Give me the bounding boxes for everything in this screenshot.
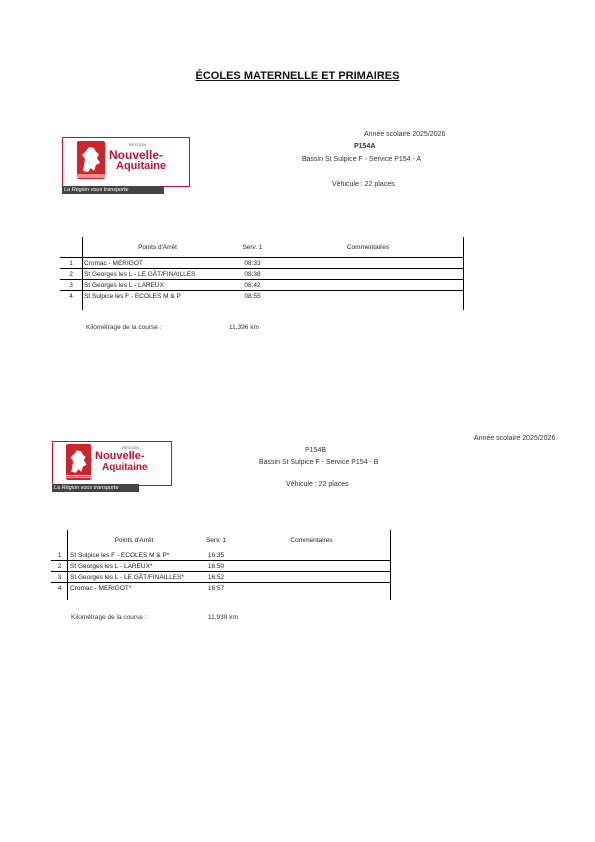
header-comments: Commentaires: [346, 243, 390, 251]
km-label-b: Kilométrage de la course :: [71, 614, 147, 621]
table-row: [60, 280, 464, 291]
table-row: [60, 269, 464, 280]
row-stop: Cromac - MERIGOT: [82, 258, 233, 269]
row-num: 1: [51, 550, 68, 561]
row-comment: [272, 258, 464, 269]
row-time: 16:50: [200, 561, 232, 572]
row-comment: [232, 572, 391, 583]
bassin-b: Bassin St Sulpice F - Service P154 - B: [259, 459, 379, 466]
row-time: 16:35: [200, 550, 232, 561]
row-stop: Cromac - MERIGOT*: [70, 584, 132, 592]
row-num: 3: [51, 572, 68, 583]
row-comment: [232, 561, 391, 572]
logo-name-line1: Nouvelle-: [95, 450, 145, 462]
header-stop: Points d'Arrêt: [138, 243, 177, 251]
row-num: 4: [57, 584, 62, 592]
region-logo: [52, 441, 177, 493]
row-comment: [272, 280, 464, 291]
row-time: 08:38: [233, 269, 272, 280]
logo-region-label: RÉGION: [129, 142, 147, 147]
row-stop: St Georges les L - LAREUX: [82, 280, 233, 291]
bassin-a: Bassin St Sulpice F - Service P154 - A: [302, 156, 422, 163]
table-row: [51, 550, 391, 561]
row-comment: [232, 583, 391, 594]
row-stop: St Georges les L - LE GÂT/FINAILLES*: [68, 572, 200, 583]
table-row: [51, 583, 391, 594]
row-comment: [272, 291, 464, 302]
row-comment: [272, 269, 464, 280]
row-stop: St Georges les L - LAREUX*: [68, 561, 200, 572]
region-logo: [62, 137, 192, 195]
row-num: 3: [60, 280, 82, 291]
table-header-row: [51, 530, 391, 550]
row-num: 2: [60, 269, 82, 280]
stops-table-a: [60, 237, 464, 301]
header-serv: Serv. 1: [205, 536, 227, 544]
km-label-a: Kilométrage de la course :: [86, 324, 162, 331]
row-stop: St Sulpice les F - ECOLES M & P: [84, 292, 181, 300]
row-stop: St Sulpice les F - ECOLES M & P*: [68, 550, 200, 561]
logo-name-line2: Aquitaine: [102, 462, 148, 473]
km-value-a: 11,396 km: [229, 324, 259, 331]
row-time: 16:52: [200, 572, 232, 583]
service-code-a: P154A: [354, 143, 376, 150]
logo-tagline: La Région vous transporte: [62, 186, 164, 194]
km-value-b: 11,939 km: [208, 614, 238, 621]
header-num: [60, 237, 82, 258]
row-num: 4: [69, 292, 73, 300]
row-time: 08:42: [233, 280, 272, 291]
logo-region-label: RÉGION: [122, 445, 140, 450]
lion-emblem-icon: [66, 444, 91, 480]
row-num: 2: [51, 561, 68, 572]
row-time: 08:55: [244, 292, 261, 300]
vehicle-a: Véhicule : 22 places: [332, 181, 395, 188]
row-stop: St Georges les L - LE GÂT/FINAILLES: [82, 269, 233, 280]
service-code-b: P154B: [305, 447, 327, 454]
row-comment: [232, 550, 391, 561]
logo-tagline: La Région vous transporte: [52, 484, 139, 492]
table-row: [60, 291, 464, 302]
header-stop: Points d'Arrêt: [114, 536, 154, 544]
row-time: 16:57: [207, 584, 225, 592]
school-year-b: Année scolaire 2025/2026: [474, 435, 556, 442]
table-row: [51, 561, 391, 572]
row-time: 08:33: [233, 258, 272, 269]
row-num: 1: [60, 258, 82, 269]
lion-emblem-icon: [77, 141, 105, 179]
logo-name-line2: Aquitaine: [116, 160, 167, 172]
table-header-row: [60, 237, 464, 258]
header-num: [51, 530, 68, 550]
header-serv: Serv. 1: [242, 243, 263, 251]
table-row: [51, 572, 391, 583]
page-title: ÉCOLES MATERNELLE ET PRIMAIRES: [195, 70, 400, 82]
logo-name-line1: Nouvelle-: [109, 148, 164, 162]
school-year-a: Année scolaire 2025/2026: [364, 131, 446, 138]
table-row: [60, 258, 464, 269]
vehicle-b: Véhicule : 22 places: [286, 481, 349, 488]
header-comments: Commentaires: [290, 536, 333, 544]
stops-table-b: [51, 530, 391, 593]
